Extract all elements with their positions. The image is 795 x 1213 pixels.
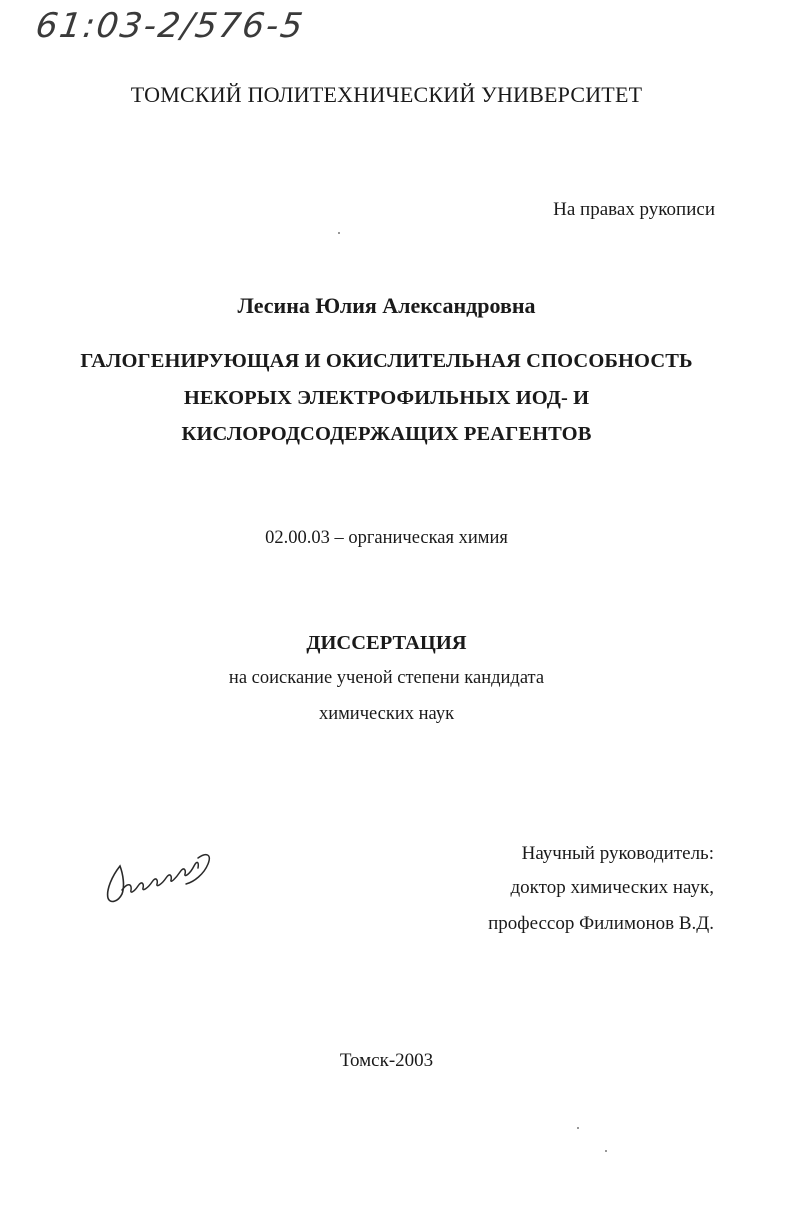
scan-speck <box>338 232 340 234</box>
supervisor-label: Научный руководитель: <box>521 843 714 864</box>
document-type: ДИССЕРТАЦИЯ <box>306 632 467 654</box>
title-line-3: КИСЛОРОДСОДЕРЖАЩИХ РЕАГЕНТОВ <box>181 423 592 445</box>
degree-line-2: химических наук <box>318 704 455 724</box>
supervisor-degree: доктор химических наук, <box>510 877 714 898</box>
specialty-code: 02.00.03 – органическая химия <box>265 528 508 548</box>
degree-line-1: на соискание ученой степени кандидата <box>228 668 545 688</box>
title-line-1: ГАЛОГЕНИРУЮЩАЯ И ОКИСЛИТЕЛЬНАЯ СПОСОБНОСТЬ <box>80 350 693 372</box>
title-line-2: НЕКОРЫХ ЭЛЕКТРОФИЛЬНЫХ ИОД- И <box>183 387 590 409</box>
university-name: ТОМСКИЙ ПОЛИТЕХНИЧЕСКИЙ УНИВЕРСИТЕТ <box>130 82 643 107</box>
scan-speck <box>605 1150 607 1152</box>
scan-speck <box>577 1127 579 1129</box>
author-name: Лесина Юлия Александровна <box>237 293 536 318</box>
author-signature <box>98 838 223 910</box>
rights-note: На правах рукописи <box>553 199 715 220</box>
archive-handwritten-code: 61:03-2/576-5 <box>33 6 307 46</box>
city-year: Томск-2003 <box>339 1050 434 1071</box>
supervisor-name: профессор Филимонов В.Д. <box>488 913 714 934</box>
